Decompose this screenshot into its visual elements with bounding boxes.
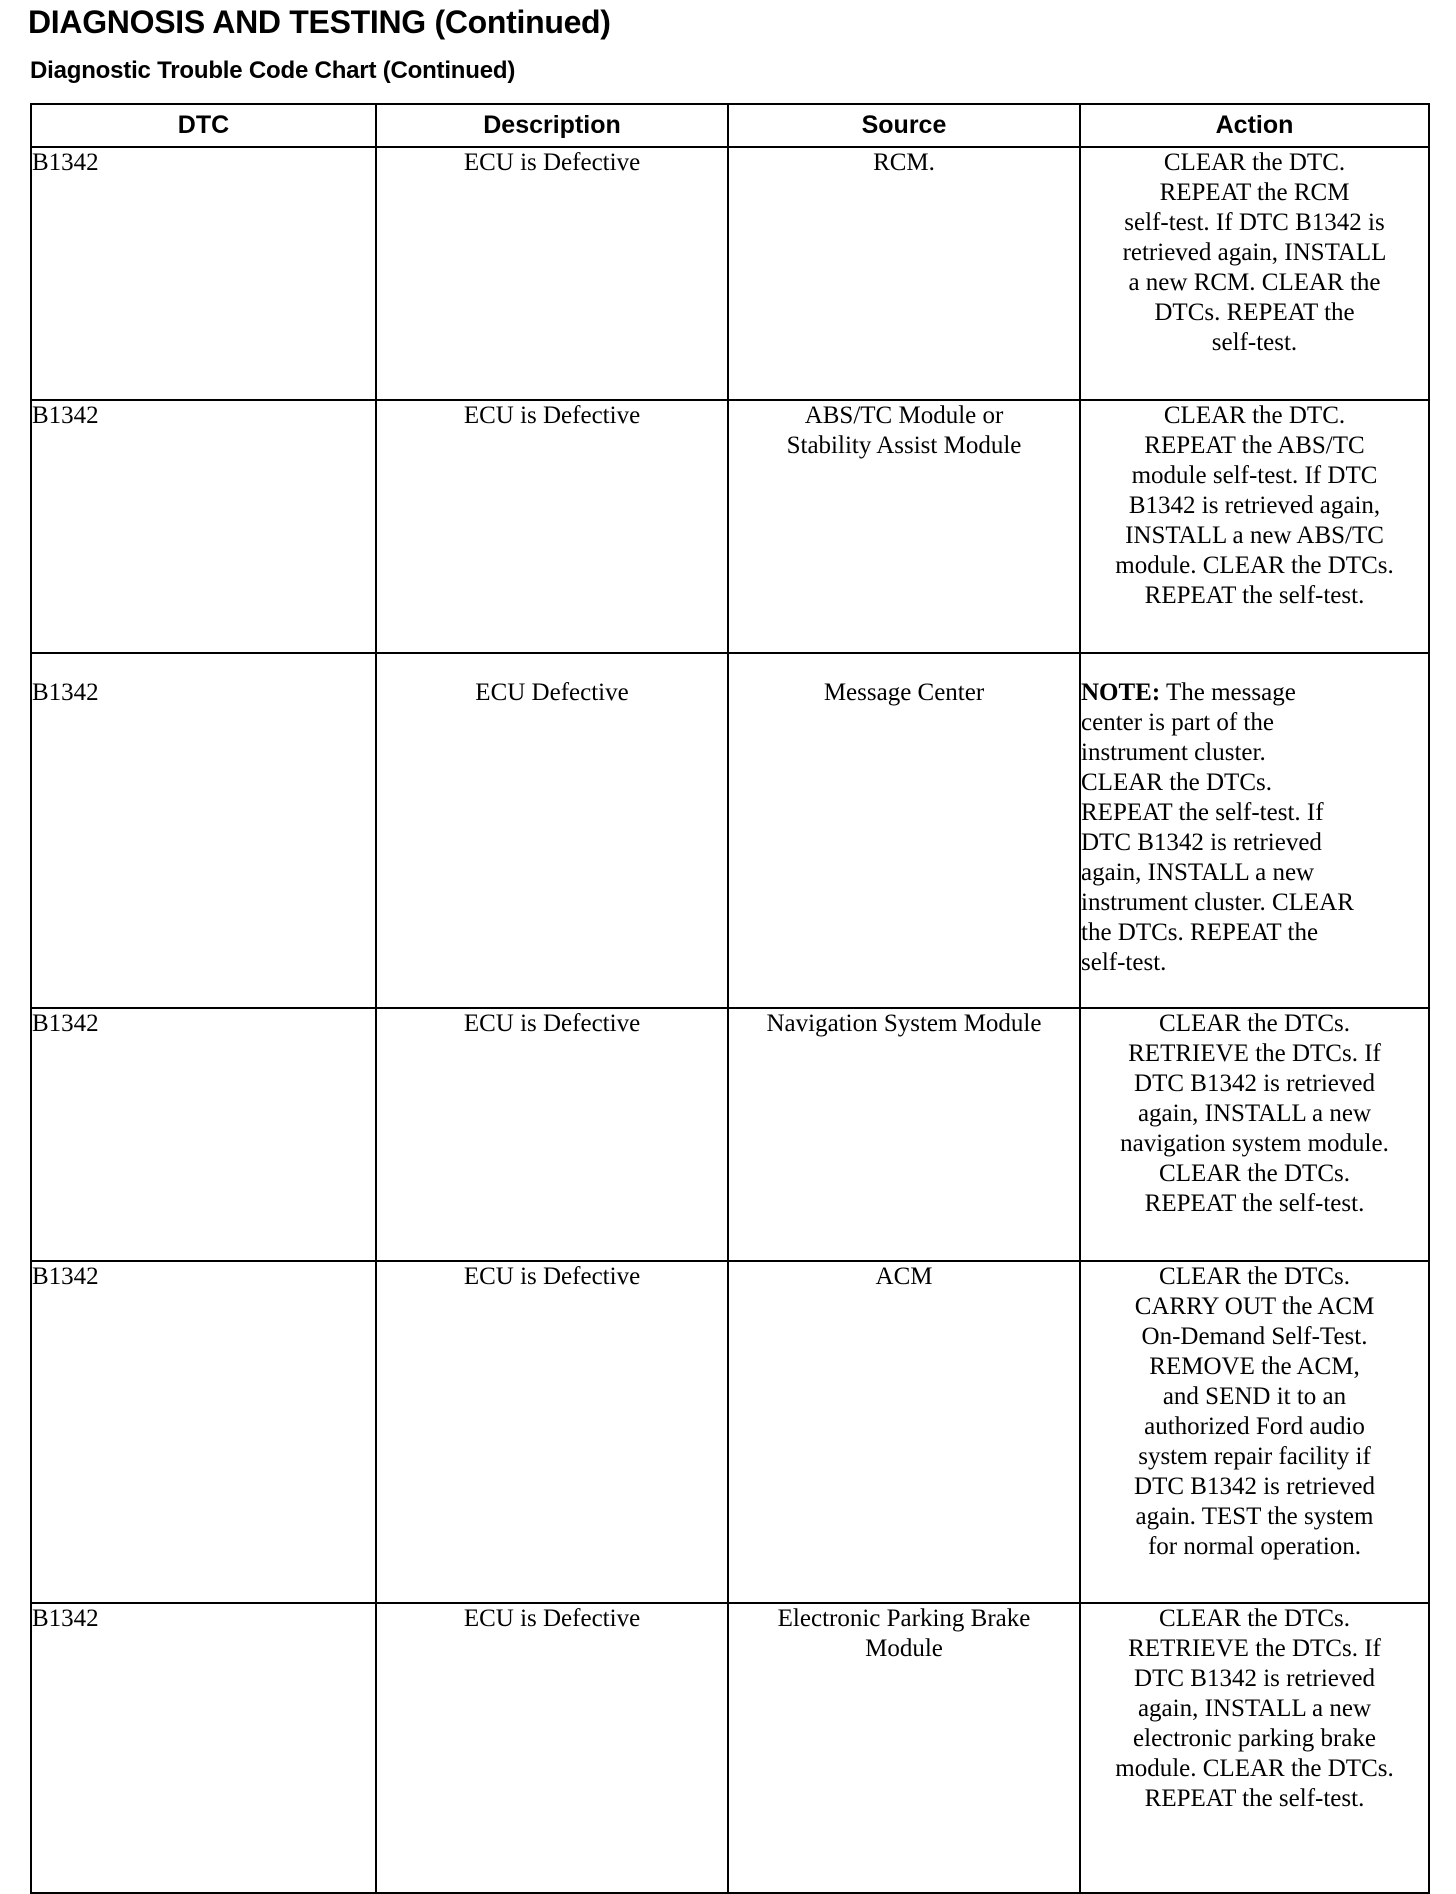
page-title: DIAGNOSIS AND TESTING (Continued) (28, 4, 611, 40)
table-row (31, 400, 1429, 653)
column-header-dtc: DTC (31, 104, 376, 147)
table-row (31, 653, 1429, 1008)
description-cell: ECU is Defective (376, 400, 728, 653)
description-cell: ECU is Defective (376, 147, 728, 400)
table-header-row (31, 104, 1429, 147)
source-cell: Message Center (728, 653, 1080, 1008)
action-cell: CLEAR the DTCs. RETRIEVE the DTCs. If DTC B1342 is retrieved again, INSTALL a new navigation system module. CLEAR the DTCs. REPEAT the self-test. (1080, 1008, 1429, 1261)
dtc-cell: B1342 (31, 400, 376, 653)
action-cell (1080, 653, 1429, 1008)
table-row (31, 1261, 1429, 1603)
action-cell: CLEAR the DTC. REPEAT the RCM self-test. If DTC B1342 is retrieved again, INSTALL a new RCM. CLEAR the DTCs. REPEAT the self-test. (1080, 147, 1429, 400)
source-cell: RCM. (728, 147, 1080, 400)
source-cell: Electronic Parking Brake Module (728, 1603, 1080, 1893)
dtc-cell: B1342 (31, 1261, 376, 1603)
description-cell: ECU Defective (376, 653, 728, 1008)
action-cell: CLEAR the DTC. REPEAT the ABS/TC module self-test. If DTC B1342 is retrieved again, INSTALL a new ABS/TC module. CLEAR the DTCs. REPEAT the self-test. (1080, 400, 1429, 653)
action-note-text: The message center is part of the instrument cluster. CLEAR the DTCs. REPEAT the self-test. If DTC B1342 is retrieved again, INSTALL a new instrument cluster. CLEAR the DTCs. REPEAT the self-test. (1081, 679, 1354, 976)
source-cell: Navigation System Module (728, 1008, 1080, 1261)
description-cell: ECU is Defective (376, 1261, 728, 1603)
table-row (31, 1008, 1429, 1261)
dtc-cell: B1342 (31, 147, 376, 400)
source-cell: ACM (728, 1261, 1080, 1603)
column-header-action: Action (1080, 104, 1429, 147)
table-row (31, 147, 1429, 400)
column-header-source: Source (728, 104, 1080, 147)
page-subtitle: Diagnostic Trouble Code Chart (Continued) (30, 57, 516, 84)
source-cell: ABS/TC Module or Stability Assist Module (728, 400, 1080, 653)
dtc-chart-table (30, 103, 1430, 1894)
dtc-cell: B1342 (31, 653, 376, 1008)
column-header-description: Description (376, 104, 728, 147)
note-label: NOTE: (1081, 679, 1161, 706)
action-cell: CLEAR the DTCs. CARRY OUT the ACM On-Demand Self-Test. REMOVE the ACM, and SEND it to an authorized Ford audio system repair facility if DTC B1342 is retrieved again. TEST the system for normal operation. (1080, 1261, 1429, 1603)
action-cell: CLEAR the DTCs. RETRIEVE the DTCs. If DTC B1342 is retrieved again, INSTALL a new electronic parking brake module. CLEAR the DTCs. REPEAT the self-test. (1080, 1603, 1429, 1893)
table-row (31, 1603, 1429, 1893)
description-cell: ECU is Defective (376, 1008, 728, 1261)
description-cell: ECU is Defective (376, 1603, 728, 1893)
dtc-cell: B1342 (31, 1603, 376, 1893)
dtc-cell: B1342 (31, 1008, 376, 1261)
